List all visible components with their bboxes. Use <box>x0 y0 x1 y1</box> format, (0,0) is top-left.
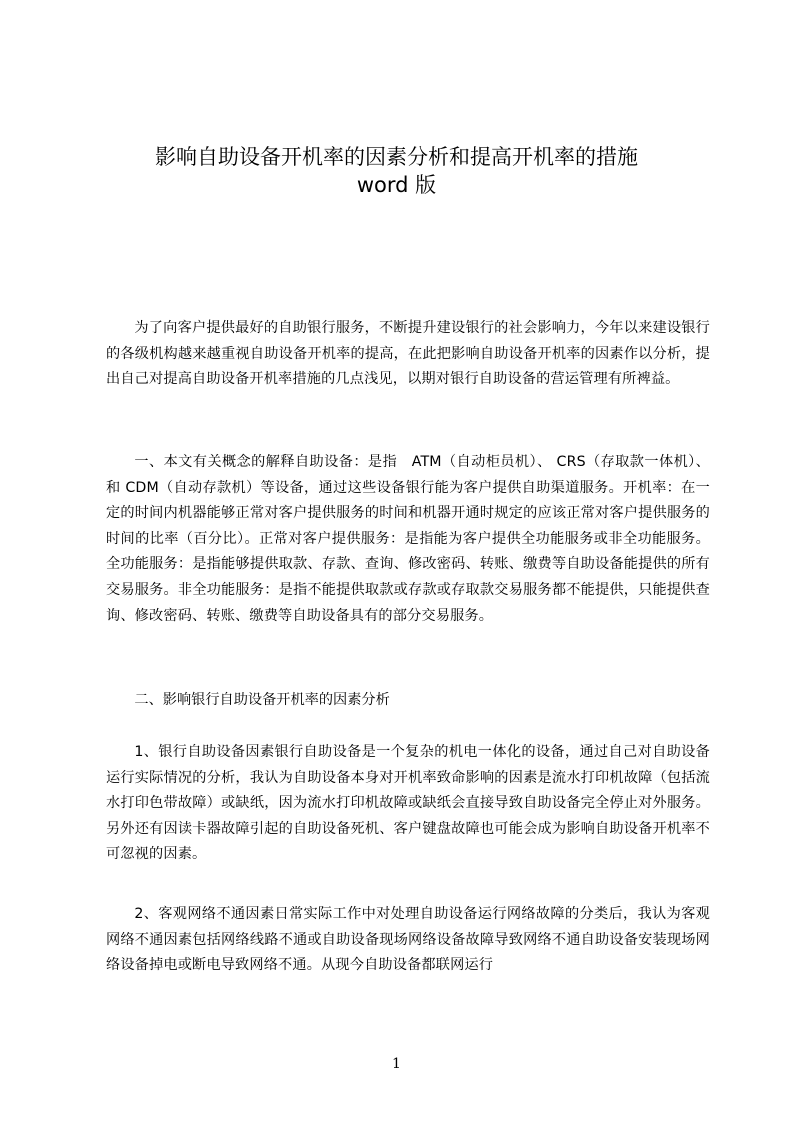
title-line-2: word 版 <box>356 173 437 197</box>
document-title <box>60 143 733 199</box>
page-number: 1 <box>392 1056 401 1072</box>
section-2-heading: 二、影响银行自助设备开机率的因素分析 <box>134 692 390 708</box>
point-2-paragraph: 2、客观网络不通因素日常实际工作中对处理自助设备运行网络故障的分类后，我认为客观网络不通因素包括网络线路不通或自助设备现场网络设备故障导致网络不通自助设备安装现场网络设备掉电或断电导致网络不通。从现今自助设备都联网运行 <box>106 906 710 974</box>
intro-paragraph: 为了向客户提供最好的自助银行服务，不断提升建设银行的社会影响力，今年以来建设银行的各级机构越来越重视自助设备开机率的提高，在此把影响自助设备开机率的因素作以分析，提出自己对提高自助设备开机率措施的几点浅见，以期对银行自助设备的营运管理有所裨益。 <box>106 320 710 388</box>
section-1-paragraph: 一、本文有关概念的解释自助设备：是指 ATM（自动柜员机）、 CRS（存取款一体机）、和 CDM（自动存款机）等设备，通过这些设备银行能为客户提供自助渠道服务。开机率：在一定的时间内机器能够正常对客户提供服务的时间和机器开通时规定的应该正常对客户提供服务的时间的比率（百分比）。正常对客户提供服务：是指能为客户提供全功能服务或非全功能服务。全功能服务：是指能够提供取款、存款、查询、修改密码、转账、缴费等自助设备能提供的所有交易服务。非全功能服务：是指不能提供取款或存款或存取款交易服务都不能提供，只能提供查询、修改密码、转账、缴费等自助设备具有的部分交易服务。 <box>106 454 710 624</box>
point-1-paragraph: 1、银行自助设备因素银行自助设备是一个复杂的机电一体化的设备，通过自己对自助设备运行实际情况的分析，我认为自助设备本身对开机率致命影响的因素是流水打印机故障（包括流水打印色带故障）或缺纸，因为流水打印机故障或缺纸会直接导致自助设备完全停止对外服务。另外还有因读卡器故障引起的自助设备死机、客户键盘故障也可能会成为影响自助设备开机率不可忽视的因素。 <box>106 744 710 863</box>
title-line-1: 影响自助设备开机率的因素分析和提高开机率的措施 <box>155 145 638 169</box>
